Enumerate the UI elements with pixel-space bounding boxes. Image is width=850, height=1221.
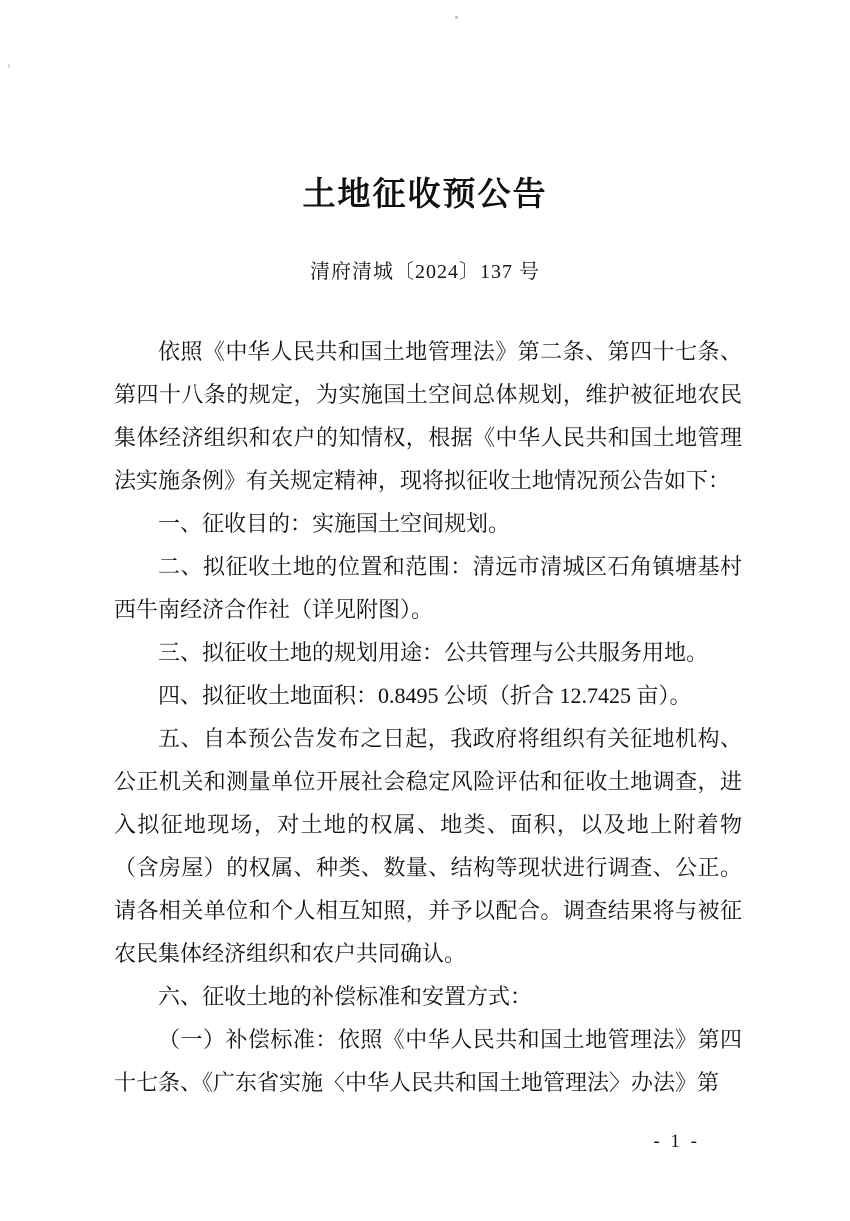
paragraph-item-5: 五、自本预公告发布之日起，我政府将组织有关征地机构、公正机关和测量单位开展社会稳定风险评估和征收土地调查，进入拟征地现场，对土地的权属、地类、面积，以及地上附着物（含房屋）的权属、种类、数量、结构等现状进行调查、公正。请各相关单位和个人相互知照，并予以配合。调查结果将与被征农民集体经济组织和农户共同确认。	[114, 726, 742, 967]
page-number: - 1 -	[653, 1131, 700, 1152]
paragraph-item-1: 一、征收目的：实施国土空间规划。	[158, 511, 511, 537]
paragraph-item-6-sub-1: （一）补偿标准：依照《中华人民共和国土地管理法》第四十七条、《广东省实施〈中华人民共和国土地管理法〉办法》第	[114, 1027, 742, 1096]
paragraph-intro: 依照《中华人民共和国土地管理法》第二条、第四十七条、第四十八条的规定，为实施国土空间总体规划，维护被征地农民集体经济组织和农户的知情权，根据《中华人民共和国土地管理法实施条例》有关规定精神，现将拟征收土地情况预公告如下：	[114, 339, 742, 494]
paragraph-item-2: 二、拟征收土地的位置和范围：清远市清城区石角镇塘基村西牛南经济合作社（详见附图）。	[114, 554, 742, 623]
scan-artifact	[455, 16, 458, 19]
scan-artifact	[8, 64, 10, 68]
document-title: 土地征收预公告	[302, 177, 548, 214]
paragraph-item-4: 四、拟征收土地面积：0.8495 公顷（折合 12.7425 亩）。	[158, 683, 692, 709]
paragraph-item-6: 六、征收土地的补偿标准和安置方式：	[158, 984, 533, 1010]
paragraph-item-3: 三、拟征收土地的规划用途：公共管理与公共服务用地。	[158, 640, 709, 666]
document-body	[114, 330, 742, 1104]
document-number: 清府清城〔2024〕137 号	[310, 261, 540, 284]
